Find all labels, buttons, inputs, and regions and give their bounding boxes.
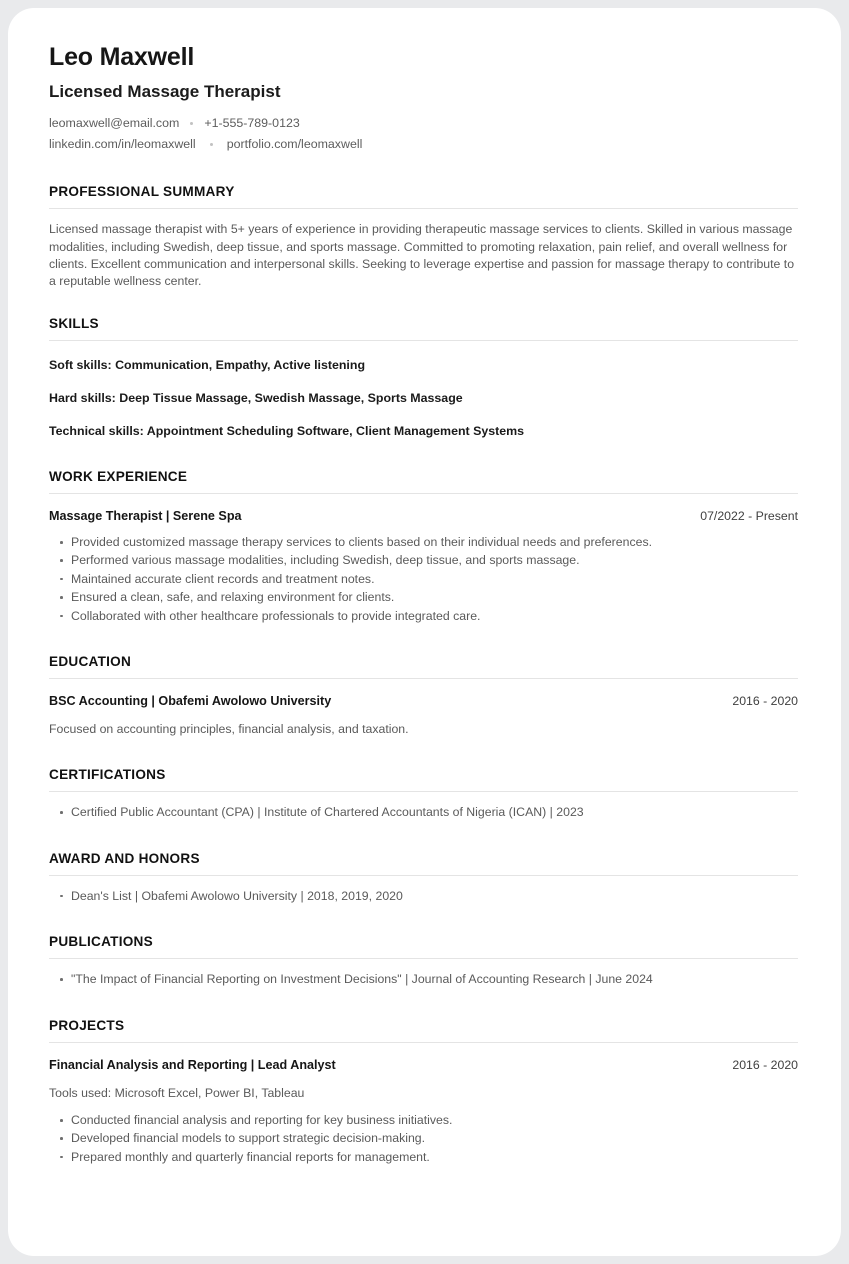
section-divider — [49, 340, 798, 341]
section-divider — [49, 875, 798, 876]
section-publications — [49, 934, 798, 988]
section-awards-and-honors — [49, 851, 798, 905]
list-item: Conducted financial analysis and reporting for key business initiatives. — [49, 1111, 798, 1129]
portfolio-text: portfolio.com/leomaxwell — [226, 137, 363, 152]
awards-bullet-list — [49, 887, 798, 905]
section-heading: AWARD AND HONORS — [49, 850, 200, 866]
linkedin-text: linkedin.com/in/leomaxwell — [49, 137, 196, 152]
section-education — [49, 654, 798, 738]
section-heading: EDUCATION — [49, 653, 132, 669]
contact-row-secondary — [49, 134, 798, 155]
list-item: Ensured a clean, safe, and relaxing environment for clients. — [49, 588, 798, 606]
project-tools-used: Tools used: Microsoft Excel, Power BI, Tableau — [49, 1085, 305, 1100]
email-text: leomaxwell@email.com — [49, 116, 180, 131]
work-bullet-list — [49, 533, 798, 625]
resume-header — [49, 42, 798, 155]
project-entry-date: 2016 - 2020 — [732, 1057, 798, 1072]
candidate-name: Leo Maxwell — [49, 43, 195, 71]
list-item: Prepared monthly and quarterly financial reports for management. — [49, 1148, 798, 1166]
education-note: Focused on accounting principles, financial analysis, and taxation. — [49, 722, 409, 737]
list-item: Performed various massage modalities, including Swedish, deep tissue, and sports massage. — [49, 551, 798, 569]
section-projects — [49, 1018, 798, 1167]
section-heading: SKILLS — [49, 316, 99, 332]
summary-text: Licensed massage therapist with 5+ years of experience in providing therapeutic massage services to clients. Skilled in various massage modalities, including Swedish, deep tissue, and sports massage. Committed to promoting relaxation, pain relief, and overall wellness for clients. Excellent communication and interpersonal skills. Seeking to leverage expertise and passion for massage therapy to contribute to a reputable wellness center. — [49, 222, 795, 288]
section-professional-summary — [49, 184, 798, 290]
work-entry-header — [49, 508, 798, 524]
certifications-bullet-list — [49, 803, 798, 821]
list-item: Certified Public Accountant (CPA) | Institute of Chartered Accountants of Nigeria (ICAN) | 2023 — [49, 803, 798, 821]
contact-row-primary — [49, 113, 798, 134]
list-item: Provided customized massage therapy services to clients based on their individual needs and preferences. — [49, 533, 798, 551]
section-heading: WORK EXPERIENCE — [49, 468, 188, 484]
section-divider — [49, 791, 798, 792]
section-heading: CERTIFICATIONS — [49, 767, 166, 783]
publications-bullet-list — [49, 970, 798, 988]
skill-line-technical: Technical skills: Appointment Scheduling Software, Client Management Systems — [49, 424, 525, 439]
list-item: "The Impact of Financial Reporting on Investment Decisions" | Journal of Accounting Research | June 2024 — [49, 970, 798, 988]
list-item: Collaborated with other healthcare professionals to provide integrated care. — [49, 607, 798, 625]
project-entry-header — [49, 1057, 798, 1073]
resume-content — [8, 8, 841, 1166]
section-divider — [49, 1042, 798, 1043]
section-skills — [49, 316, 798, 439]
work-entry-date: 07/2022 - Present — [700, 508, 798, 523]
education-entry-date: 2016 - 2020 — [732, 693, 798, 708]
section-heading: PUBLICATIONS — [49, 934, 153, 950]
dot-separator-icon — [190, 122, 193, 125]
section-heading: PROJECTS — [49, 1017, 125, 1033]
skill-line-soft: Soft skills: Communication, Empathy, Active listening — [49, 358, 366, 373]
section-heading: PROFESSIONAL SUMMARY — [49, 184, 235, 200]
education-entry-title: BSC Accounting | Obafemi Awolowo University — [49, 693, 332, 708]
list-item: Dean's List | Obafemi Awolowo University | 2018, 2019, 2020 — [49, 887, 798, 905]
list-item: Developed financial models to support strategic decision-making. — [49, 1129, 798, 1147]
section-divider — [49, 958, 798, 959]
resume-page — [8, 8, 841, 1256]
dot-separator-icon — [210, 143, 213, 146]
phone-text: +1-555-789-0123 — [204, 116, 300, 131]
skill-line-hard: Hard skills: Deep Tissue Massage, Swedish Massage, Sports Massage — [49, 391, 463, 406]
section-divider — [49, 678, 798, 679]
education-entry-header — [49, 693, 798, 709]
work-entry-title: Massage Therapist | Serene Spa — [49, 508, 242, 523]
section-work-experience — [49, 469, 798, 625]
section-divider — [49, 208, 798, 209]
section-certifications — [49, 767, 798, 821]
list-item: Maintained accurate client records and treatment notes. — [49, 570, 798, 588]
project-bullet-list — [49, 1111, 798, 1166]
project-entry-title: Financial Analysis and Reporting | Lead Analyst — [49, 1057, 336, 1072]
candidate-job-title: Licensed Massage Therapist — [49, 82, 281, 101]
section-divider — [49, 493, 798, 494]
